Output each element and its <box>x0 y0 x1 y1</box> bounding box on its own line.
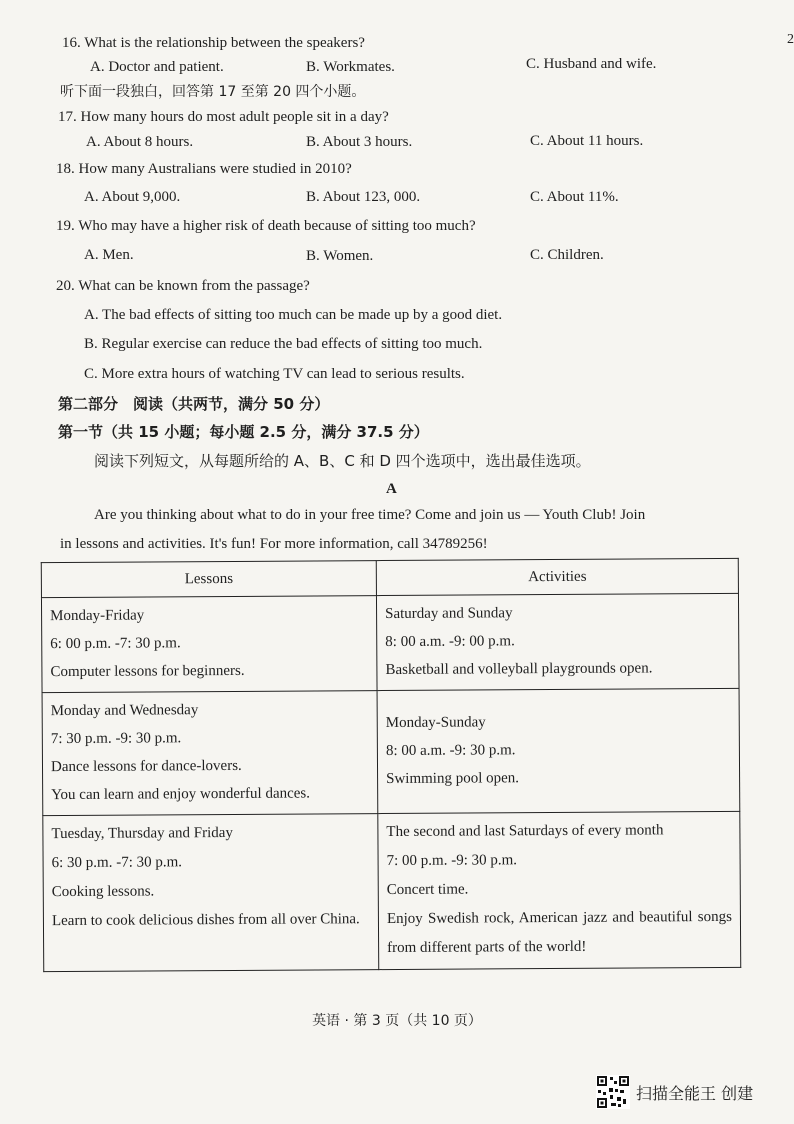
listening-instruction: 听下面一段独白，回答第 17 至第 20 四个小题。 <box>60 84 366 100</box>
q19-option-a: A. Men. <box>84 247 134 263</box>
activity-cell <box>378 811 741 969</box>
intro-line-2: in lessons and activities. It's fun! For more information, call 34789256! <box>60 536 488 552</box>
activity-cell <box>377 688 740 813</box>
q16-option-c: C. Husband and wife. <box>526 56 657 72</box>
scanner-watermark <box>596 1075 753 1109</box>
lesson-days: Monday-Friday <box>50 607 145 625</box>
activity-time: 8: 00 a.m. -9: 30 p.m. <box>385 742 516 760</box>
q20-stem: 20. What can be known from the passage? <box>56 278 310 294</box>
activity-days: The second and last Saturdays of every month <box>386 822 664 841</box>
page-corner-number: 2 <box>787 32 794 47</box>
lesson-time: 6: 00 p.m. -7: 30 p.m. <box>50 635 181 653</box>
section1-title: 第一节（共 15 小题；每小题 2.5 分，满分 37.5 分） <box>58 423 429 441</box>
q17-stem: 17. How many hours do most adult people sit in a day? <box>58 109 389 125</box>
q18-stem: 18. How many Australians were studied in 2010? <box>56 161 352 177</box>
intro-line-1: Are you thinking about what to do in your free time? Come and join us — Youth Club! Join <box>94 507 646 523</box>
table-row <box>41 593 739 692</box>
q17-option-c: C. About 11 hours. <box>530 133 644 149</box>
q20-option-c: C. More extra hours of watching TV can lead to serious results. <box>84 366 465 382</box>
scanner-app-label: 扫描全能王 创建 <box>636 1083 754 1103</box>
qr-code-icon <box>596 1075 630 1109</box>
lesson-detail: Learn to cook delicious dishes from all over China. <box>51 911 360 930</box>
lesson-cell <box>43 814 379 972</box>
activity-days: Saturday and Sunday <box>385 605 513 623</box>
q16-stem: 16. What is the relationship between the speakers? <box>62 35 365 51</box>
activity-cell <box>376 593 739 690</box>
lesson-detail: You can learn and enjoy wonderful dances. <box>51 785 311 804</box>
page-footer: 英语 · 第 3 页（共 10 页） <box>312 1013 482 1029</box>
q18-option-a: A. About 9,000. <box>84 189 181 205</box>
q20-option-a: A. The bad effects of sitting too much can be made up by a good diet. <box>84 307 503 323</box>
q19-stem: 19. Who may have a higher risk of death because of sitting too much? <box>56 218 476 234</box>
lesson-cell <box>41 596 377 693</box>
lesson-cell <box>42 691 378 816</box>
passage-letter: A <box>386 481 397 497</box>
q19-option-c: C. Children. <box>530 247 604 263</box>
reading-instruction: 阅读下列短文，从每题所给的 A、B、C 和 D 四个选项中，选出最佳选项。 <box>94 452 591 470</box>
header-activities: Activities <box>376 558 738 595</box>
activity-time: 8: 00 a.m. -9: 00 p.m. <box>385 633 515 651</box>
activity-description: Basketball and volleyball playgrounds open. <box>385 660 653 679</box>
activity-description: Swimming pool open. <box>386 770 520 788</box>
q16-option-a: A. Doctor and patient. <box>90 59 224 75</box>
q18-option-b: B. About 123, 000. <box>306 189 421 205</box>
q17-option-b: B. About 3 hours. <box>306 134 413 150</box>
q16-option-b: B. Workmates. <box>306 59 395 75</box>
q19-option-b: B. Women. <box>306 248 374 264</box>
table-header-row <box>41 558 738 597</box>
activity-description: Concert time. <box>386 881 469 899</box>
activity-detail: Enjoy Swedish rock, American jazz and beautiful songs from different parts of the world! <box>386 908 732 957</box>
table-row <box>43 811 741 971</box>
activity-days: Monday-Sunday <box>385 714 486 732</box>
q18-option-c: C. About 11%. <box>530 189 619 205</box>
lesson-description: Computer lessons for beginners. <box>50 662 245 681</box>
lesson-description: Dance lessons for dance-lovers. <box>50 757 242 776</box>
lesson-days: Monday and Wednesday <box>50 702 199 720</box>
lesson-time: 6: 30 p.m. -7: 30 p.m. <box>51 854 183 872</box>
q17-option-a: A. About 8 hours. <box>86 134 194 150</box>
header-lessons: Lessons <box>41 561 376 598</box>
youth-club-schedule-table <box>41 558 741 972</box>
part2-title: 第二部分 阅读（共两节，满分 50 分） <box>58 395 330 413</box>
lesson-days: Tuesday, Thursday and Friday <box>51 824 233 843</box>
lesson-time: 7: 30 p.m. -9: 30 p.m. <box>50 730 182 748</box>
lesson-description: Cooking lessons. <box>51 883 155 901</box>
table-row <box>42 688 740 815</box>
activity-time: 7: 00 p.m. -9: 30 p.m. <box>386 852 518 870</box>
q20-option-b: B. Regular exercise can reduce the bad effects of sitting too much. <box>84 336 483 352</box>
